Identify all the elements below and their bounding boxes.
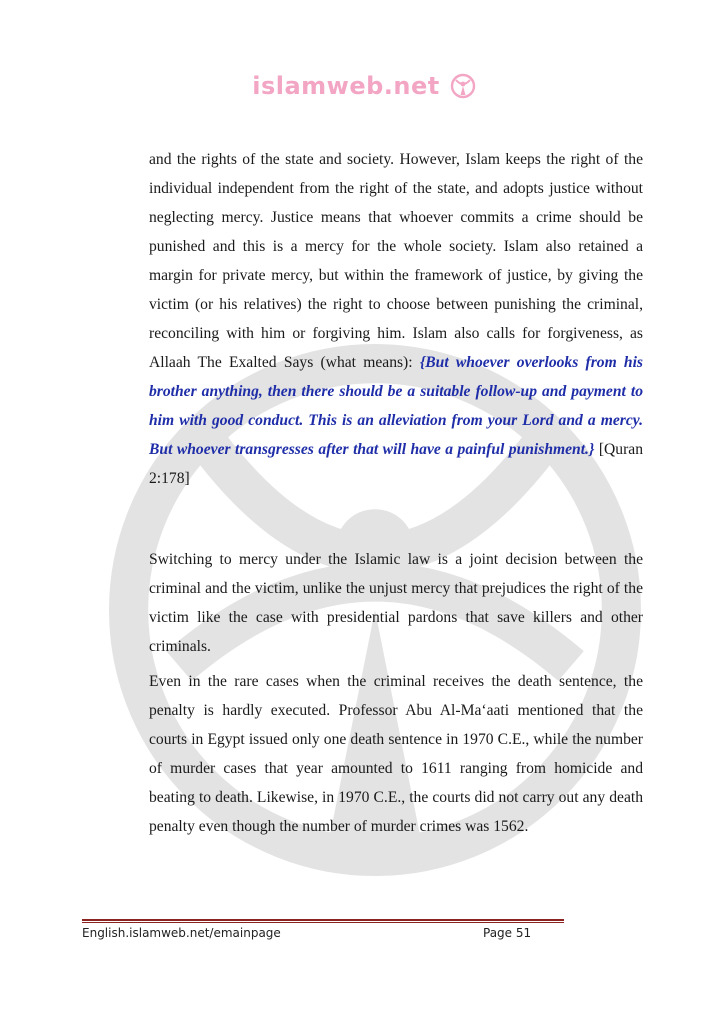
page-body [149,145,643,841]
quran-quote: {But whoever overlooks from his brother anything, then there should be a suitable follow-up and payment to him with good conduct. This is an alleviation from your Lord and a mercy. But whoever transgresses after that will have a painful punishment.} [149,354,643,458]
page-number: Page 51 [483,926,532,940]
footer-rule [82,919,564,921]
footer-rule-thin [82,922,564,923]
paragraph-1-text: and the rights of the state and society. However, Islam keeps the right of the individual independent from the right of the state, and adopts justice without neglecting mercy. Justice means that whoever commits a crime should be punished and this is a mercy for the whole society. Islam also retained a margin for private mercy, but within the framework of justice, by giving the victim (or his relatives) the right to choose between punishing the criminal, reconciling with him or forgiving him. Islam also calls for forgiveness, as Allaah The Exalted Says (what means): [149,151,643,371]
header-logo [0,72,728,100]
footer-url: English.islamweb.net/emainpage [82,926,281,940]
logo-emblem-icon [450,73,476,99]
paragraph-3: Even in the rare cases when the criminal receives the death sentence, the penalty is hardly executed. Professor Abu Al-Ma‘aati mentioned that the courts in Egypt issued only one death sentence in 1970 C.E., while the number of murder cases that year amounted to 1611 ranging from homicide and beating to death. Likewise, in 1970 C.E., the courts did not carry out any death penalty even though the number of murder crimes was 1562. [149,673,643,835]
paragraph-2: Switching to mercy under the Islamic law is a joint decision between the criminal and the victim, unlike the unjust mercy that prejudices the right of the victim like the case with presidential pardons that save killers and other criminals. [149,551,643,655]
logo-text: islamweb.net [252,72,440,100]
paragraph-1 [149,145,643,493]
quran-citation: [Quran 2:178] [149,441,643,487]
